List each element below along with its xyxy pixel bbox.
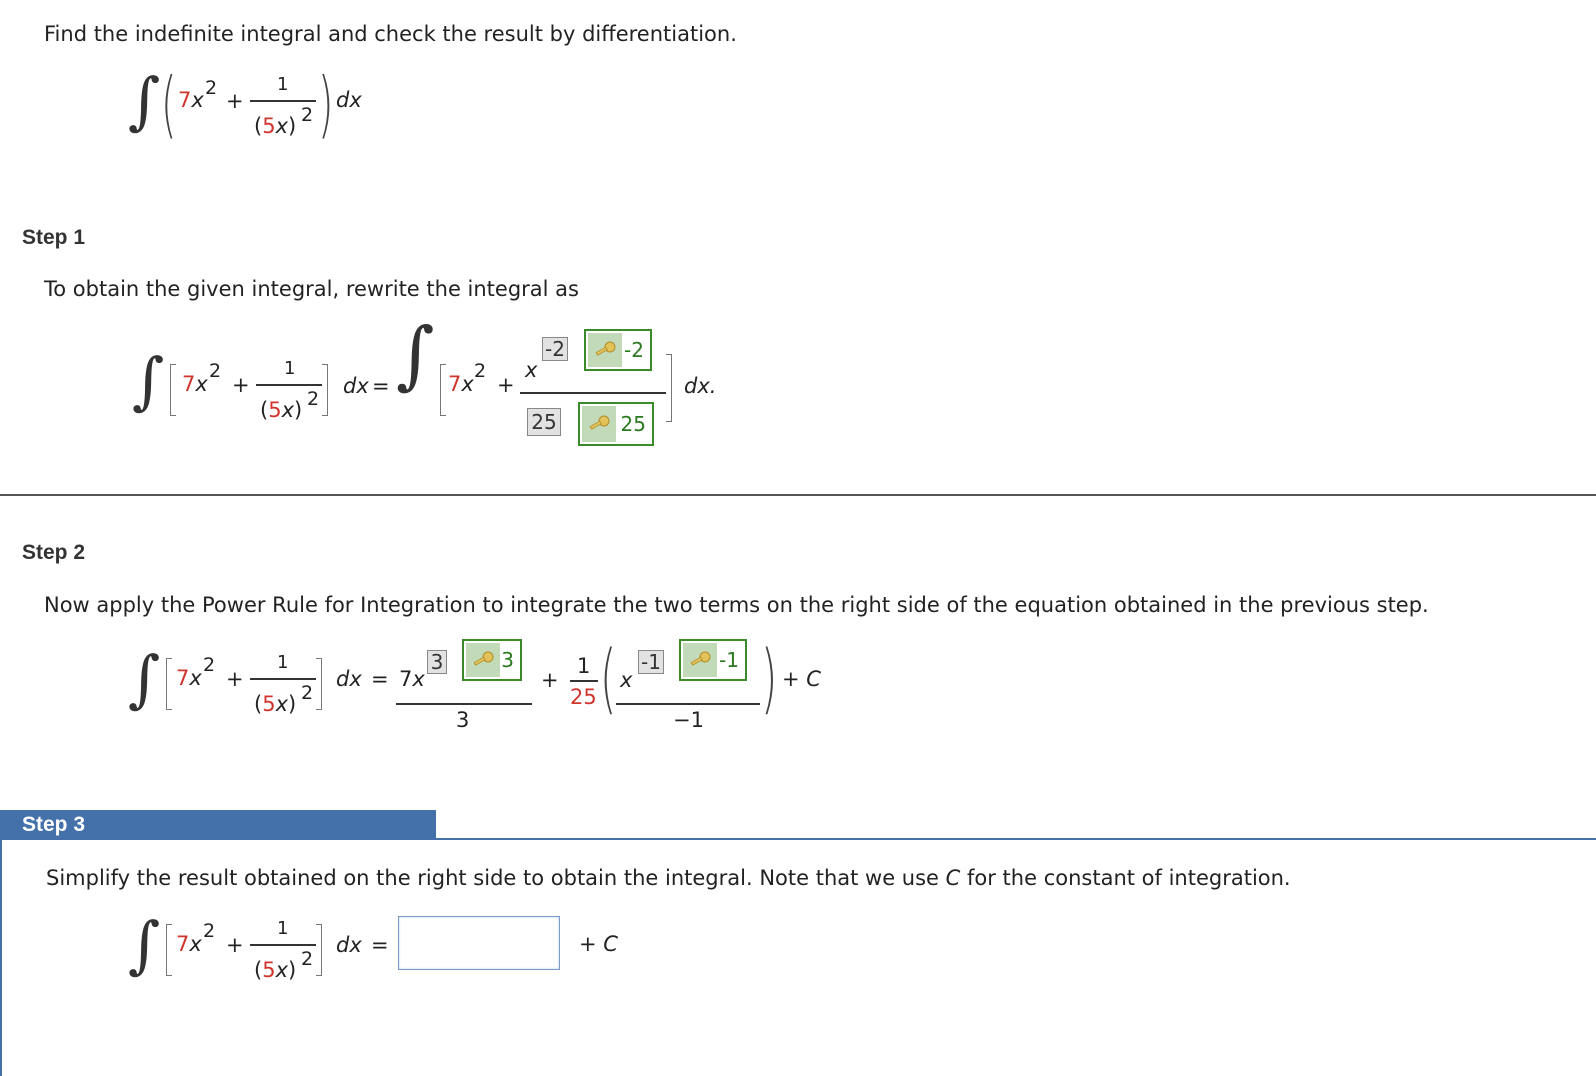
key-icon (466, 643, 500, 677)
term-7x2: 7x (178, 88, 204, 112)
step3-tab[interactable]: Step 3 (0, 810, 436, 840)
fraction-bar-long (520, 392, 666, 394)
plus-sign: + (497, 373, 515, 397)
dx-label: dx (336, 88, 362, 112)
denominator-exponent: 2 (301, 104, 314, 126)
denominator-exponent: 2 (301, 682, 314, 704)
dx-label: dx (336, 933, 362, 957)
step3-text: Simplify the result obtained on the right side to obtain the integral. Note that we use C for the constant of integration. (46, 866, 1291, 890)
coef-denominator: 25 (570, 685, 597, 709)
exponent: 2 (474, 360, 487, 382)
term1-base: 7x (399, 667, 425, 691)
term2-exponent-answer-box: -1 (638, 650, 664, 674)
integral-sign: ∫ (128, 642, 161, 715)
term1-fraction-bar (396, 703, 532, 705)
term2-fraction-bar (616, 703, 760, 705)
term-7x2: 7x (176, 666, 202, 690)
integral-sign-large: ∫ (396, 312, 435, 398)
term2-base: x (620, 668, 633, 692)
denominator-exponent: 2 (307, 388, 320, 410)
step1-heading: Step 1 (22, 226, 86, 249)
left-bracket (166, 658, 172, 710)
plus-sign: + (226, 89, 244, 113)
term1-exponent-answer-box: 3 (427, 650, 447, 674)
plus-sign: + (226, 933, 244, 957)
problem-instruction: Find the indefinite integral and check the result by differentiation. (44, 22, 737, 46)
fraction-numerator: 1 (277, 74, 289, 95)
plus-sign: + (232, 373, 250, 397)
left-bracket (440, 364, 446, 416)
dx-label: dx (343, 374, 369, 398)
fraction-denominator: (5x) (254, 114, 297, 138)
fraction-bar (250, 100, 316, 102)
term-7x2: 7x (176, 932, 202, 956)
fraction-numerator: 1 (277, 918, 289, 939)
plus-c: + C (782, 667, 821, 691)
fraction-denominator: (5x) (254, 958, 297, 982)
term1-exponent-key-box: 3 (462, 639, 522, 681)
term-7x2: 7x (182, 372, 208, 396)
plus-c: + C (579, 932, 618, 956)
left-bracket (166, 924, 172, 976)
dx-label-end: dx. (684, 374, 717, 398)
fraction-denominator: (5x) (254, 692, 297, 716)
exponent: 2 (205, 77, 218, 99)
denominator-exponent: 2 (301, 948, 314, 970)
section-divider (0, 494, 1596, 496)
dx-label: dx (336, 667, 362, 691)
key-icon (582, 406, 616, 442)
fraction-denominator: (5x) (260, 398, 303, 422)
exponent-key-box: -2 (584, 329, 652, 371)
term1-denominator: 3 (456, 708, 470, 732)
left-paren: ( (600, 633, 617, 722)
left-paren: ( (161, 62, 177, 146)
fraction-bar (256, 384, 322, 386)
key-icon (683, 643, 717, 677)
right-bracket (322, 364, 328, 416)
key-icon (588, 333, 622, 367)
right-paren: ) (761, 633, 778, 722)
right-bracket (316, 658, 322, 710)
exponent: 2 (203, 920, 216, 942)
term2-exponent-key-box: -1 (679, 639, 747, 681)
equals-sign: = (372, 374, 390, 398)
equals-sign: = (371, 933, 389, 957)
step3-panel-border (0, 840, 2, 1076)
exponent: 2 (209, 360, 222, 382)
step1-equation (132, 312, 752, 458)
step2-heading: Step 2 (22, 541, 86, 564)
step2-equation (128, 634, 848, 744)
fraction-numerator: 1 (277, 652, 289, 673)
left-bracket (170, 364, 176, 416)
fraction-bar (250, 944, 316, 946)
step3-equation (128, 906, 648, 986)
integral-sign: ∫ (128, 908, 161, 981)
numerator-x: x (525, 358, 538, 382)
right-bracket (316, 924, 322, 976)
coef-numerator: 1 (577, 654, 591, 678)
integral-sign: ∫ (128, 64, 161, 137)
term-7x2: 7x (448, 372, 474, 396)
denominator-key-box: 25 (578, 402, 654, 446)
fraction-bar (250, 678, 316, 680)
step1-text: To obtain the given integral, rewrite the integral as (44, 277, 579, 301)
coef-fraction-bar (570, 680, 598, 682)
term2-denominator: −1 (673, 708, 704, 732)
right-bracket (666, 354, 672, 422)
exponent: 2 (203, 654, 216, 676)
equals-sign: = (371, 667, 389, 691)
fraction-numerator: 1 (284, 358, 296, 379)
plus-sign: + (226, 667, 244, 691)
right-paren: ) (318, 62, 334, 146)
step3-tab-underline (436, 838, 1596, 840)
exponent-answer-box: -2 (542, 337, 568, 361)
integral-sign: ∫ (132, 344, 165, 417)
problem-integral (128, 62, 388, 146)
denominator-answer-box: 25 (527, 408, 561, 436)
plus-sign: + (541, 668, 559, 692)
step2-text: Now apply the Power Rule for Integration to integrate the two terms on the right side of the equation obtained in the previous step. (44, 593, 1429, 617)
integral-answer-input[interactable] (398, 916, 560, 970)
